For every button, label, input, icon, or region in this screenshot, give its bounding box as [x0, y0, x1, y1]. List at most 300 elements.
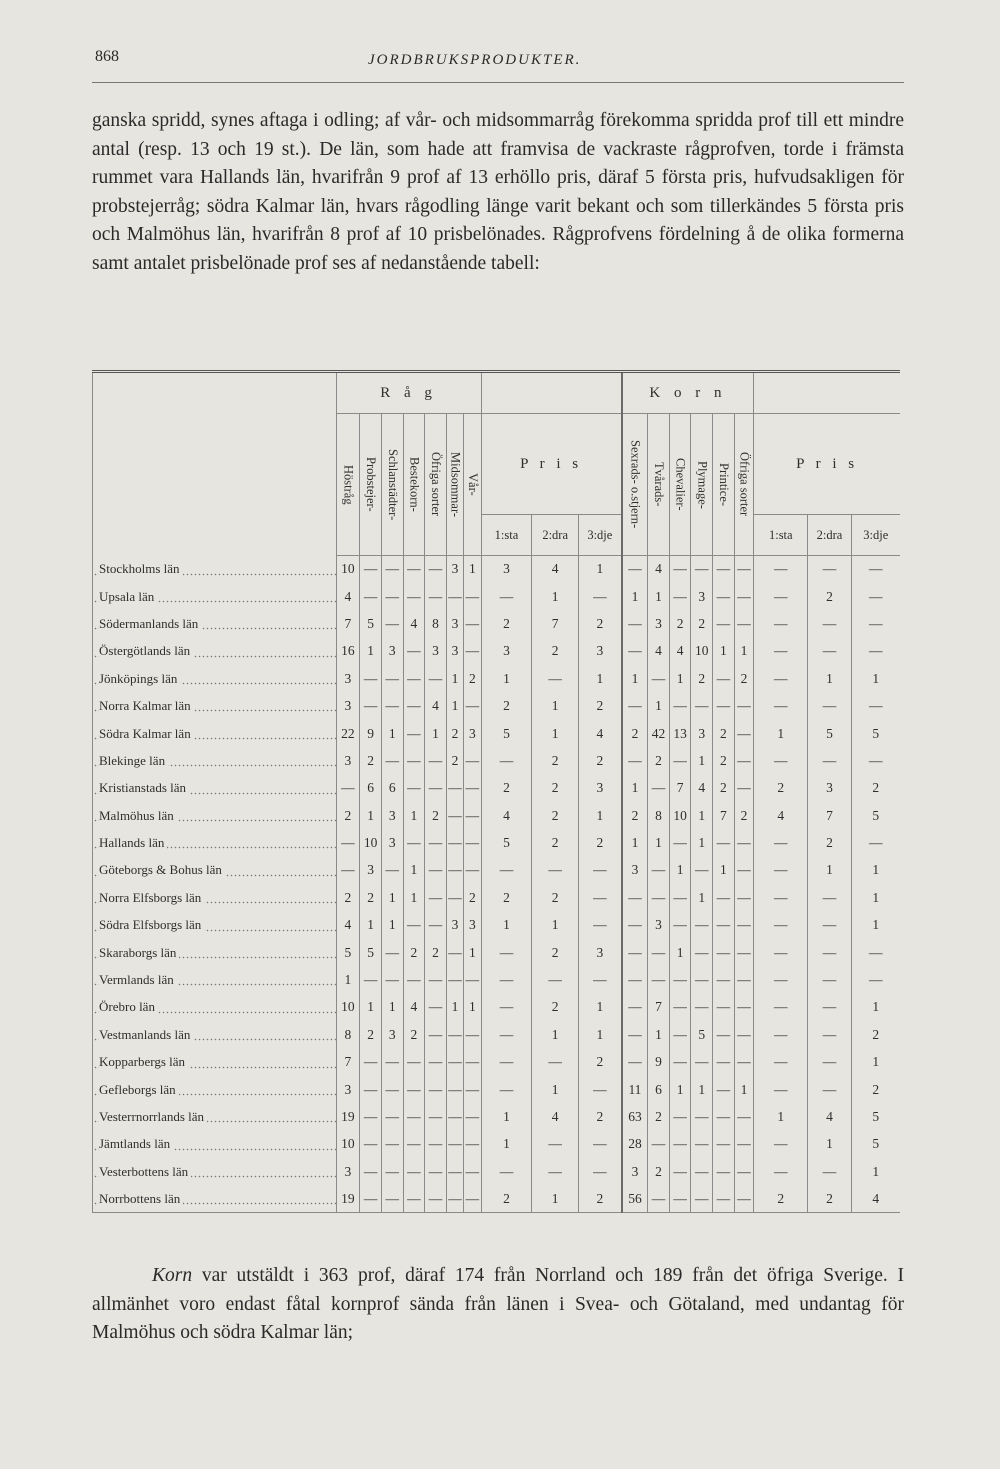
korn-value: — — [648, 939, 670, 966]
korn-prize-value: — — [851, 583, 900, 610]
korn-value: — — [622, 994, 648, 1021]
rag-prize-value: 1 — [532, 583, 579, 610]
korn-value: — — [713, 829, 735, 856]
county-name-text: Vesterbottens län — [99, 1164, 191, 1179]
rag-value: — — [464, 1103, 481, 1130]
korn-value: 10 — [669, 802, 691, 829]
rag-value: — — [425, 1076, 447, 1103]
korn-value: — — [648, 884, 670, 911]
county-name-text: Södermanlands län — [99, 616, 201, 631]
rag-value: — — [425, 583, 447, 610]
rag-value: — — [403, 747, 425, 774]
rag-value: — — [403, 1103, 425, 1130]
korn-value: — — [691, 939, 713, 966]
rag-value: — — [425, 1131, 447, 1158]
korn-prize-value: — — [808, 912, 851, 939]
rag-prize-value: 2 — [481, 1185, 532, 1212]
pris-subheader-3: 3:dje — [851, 515, 900, 556]
rag-prize-value: — — [481, 583, 532, 610]
rye-barley-table — [92, 370, 900, 1213]
county-name-text: Norrbottens län — [99, 1191, 183, 1206]
rag-prize-value: — — [481, 1158, 532, 1185]
county-name — [93, 1158, 337, 1185]
rag-prize-value: 4 — [578, 720, 621, 747]
rag-prize-value: 1 — [578, 1021, 621, 1048]
korn-value: 1 — [648, 692, 670, 719]
rag-value: — — [360, 1158, 382, 1185]
rag-value: — — [360, 583, 382, 610]
rag-value: 4 — [336, 912, 360, 939]
korn-value: — — [734, 912, 753, 939]
korn-value: — — [691, 1049, 713, 1076]
korn-prize-value: — — [808, 638, 851, 665]
korn-prize-value: — — [754, 692, 808, 719]
korn-value: — — [691, 1185, 713, 1212]
rag-value: — — [360, 1076, 382, 1103]
county-name-text: Södra Kalmar län — [99, 726, 194, 741]
rag-value: — — [360, 1103, 382, 1130]
rag-value: 4 — [403, 994, 425, 1021]
korn-value: — — [691, 1131, 713, 1158]
korn-value: — — [713, 912, 735, 939]
korn-value: 1 — [691, 884, 713, 911]
korn-value: — — [622, 692, 648, 719]
korn-value: 1 — [622, 665, 648, 692]
korn-prize-value: 2 — [808, 1185, 851, 1212]
korn-prize-value: — — [851, 556, 900, 583]
rag-prize-value: 2 — [578, 747, 621, 774]
korn-value: 56 — [622, 1185, 648, 1212]
korn-prize-value: — — [808, 1049, 851, 1076]
korn-value: 2 — [734, 802, 753, 829]
korn-value: 10 — [691, 638, 713, 665]
rag-value: — — [464, 747, 481, 774]
column-header — [360, 414, 382, 556]
county-name — [93, 1103, 337, 1130]
korn-prize-value: — — [808, 884, 851, 911]
korn-value: — — [734, 720, 753, 747]
rag-prize-value: 3 — [578, 775, 621, 802]
korn-prize-value: — — [851, 829, 900, 856]
rag-value: — — [464, 966, 481, 993]
rag-value: 1 — [403, 884, 425, 911]
rag-prize-value: 1 — [532, 720, 579, 747]
rag-prize-value: 1 — [578, 994, 621, 1021]
korn-prize-value: — — [754, 583, 808, 610]
rag-value: — — [336, 857, 360, 884]
rag-prize-value: — — [578, 884, 621, 911]
rag-value: — — [446, 1049, 463, 1076]
korn-value: — — [691, 966, 713, 993]
korn-value: 7 — [648, 994, 670, 1021]
korn-value: — — [713, 1049, 735, 1076]
rag-prize-value: 5 — [481, 829, 532, 856]
county-name — [93, 1076, 337, 1103]
table-row — [93, 857, 901, 884]
rag-value: 1 — [381, 884, 403, 911]
rag-value: 8 — [425, 610, 447, 637]
rag-prize-value: 2 — [481, 775, 532, 802]
korn-value: — — [734, 1158, 753, 1185]
korn-value: 4 — [648, 556, 670, 583]
korn-value: — — [622, 1021, 648, 1048]
rag-value: — — [403, 1158, 425, 1185]
korn-prize-value: — — [754, 912, 808, 939]
column-header — [669, 414, 691, 556]
rag-value: 3 — [336, 1076, 360, 1103]
outro-rest: var utstäldt i 363 prof, däraf 174 från Norrland och 189 från det öfriga Sverige. I allmänhet voro endast fåtal kornprof sända från länen i Svea- och Götaland, med undantag för Malmöhus och södra Kalmar län; — [92, 1265, 905, 1344]
rag-value: 3 — [446, 556, 463, 583]
korn-value: 2 — [669, 610, 691, 637]
rag-value: — — [425, 1185, 447, 1212]
korn-value: — — [669, 1131, 691, 1158]
rag-value: 5 — [360, 939, 382, 966]
pris-subheader-2: 2:dra — [808, 515, 851, 556]
rag-prize-value: — — [532, 966, 579, 993]
korn-value: — — [622, 610, 648, 637]
county-name-text: Södra Elfsborgs län — [99, 917, 204, 932]
column-header — [734, 414, 753, 556]
group-gap-rag — [481, 372, 622, 414]
korn-prize-value: 1 — [851, 994, 900, 1021]
rag-prize-value: 1 — [532, 692, 579, 719]
rag-value: — — [446, 1185, 463, 1212]
rag-value: 6 — [381, 775, 403, 802]
korn-value: 7 — [669, 775, 691, 802]
korn-value: 7 — [713, 802, 735, 829]
rag-value: 4 — [425, 692, 447, 719]
korn-prize-value: 1 — [754, 720, 808, 747]
rag-prize-value: 4 — [532, 556, 579, 583]
korn-prize-value: 5 — [808, 720, 851, 747]
rag-prize-value: 2 — [578, 692, 621, 719]
korn-value: — — [669, 1185, 691, 1212]
korn-value: — — [622, 884, 648, 911]
korn-value: — — [713, 1131, 735, 1158]
rag-prize-value: — — [578, 583, 621, 610]
group-gap-korn — [754, 372, 900, 414]
korn-prize-value: 1 — [851, 665, 900, 692]
rag-value: — — [446, 1103, 463, 1130]
korn-value: 3 — [648, 610, 670, 637]
korn-value: — — [622, 638, 648, 665]
rag-prize-value: 1 — [532, 1076, 579, 1103]
rag-value: — — [360, 665, 382, 692]
county-name — [93, 1049, 337, 1076]
korn-value: 1 — [669, 939, 691, 966]
county-name — [93, 638, 337, 665]
table-row — [93, 802, 901, 829]
table-row — [93, 994, 901, 1021]
korn-value: — — [734, 1131, 753, 1158]
rag-value: 10 — [336, 556, 360, 583]
rag-prize-value: — — [481, 939, 532, 966]
rag-value: — — [336, 829, 360, 856]
rag-value: — — [464, 1076, 481, 1103]
rag-value: — — [403, 638, 425, 665]
korn-prize-value: 4 — [808, 1103, 851, 1130]
rag-value: — — [360, 966, 382, 993]
korn-prize-value: — — [851, 638, 900, 665]
korn-value: — — [669, 747, 691, 774]
rag-value: 3 — [464, 720, 481, 747]
rag-value: — — [464, 802, 481, 829]
rag-prize-value: 1 — [481, 1103, 532, 1130]
rag-prize-value: 1 — [481, 912, 532, 939]
county-name — [93, 775, 337, 802]
korn-value: — — [713, 665, 735, 692]
rag-value: — — [381, 1131, 403, 1158]
rag-value: — — [425, 966, 447, 993]
table-row — [93, 939, 901, 966]
korn-value: — — [713, 692, 735, 719]
rag-prize-value: 4 — [532, 1103, 579, 1130]
rag-value: — — [360, 1131, 382, 1158]
header-blank-cell — [93, 372, 337, 556]
korn-value: 1 — [691, 829, 713, 856]
table-row — [93, 884, 901, 911]
county-name — [93, 583, 337, 610]
rag-prize-value: — — [532, 1158, 579, 1185]
korn-prize-value: — — [754, 556, 808, 583]
group-header-korn: K o r n — [622, 372, 754, 414]
column-header-label: Öfriga sorter — [737, 452, 752, 517]
korn-value: — — [669, 1103, 691, 1130]
rag-value: — — [381, 556, 403, 583]
rag-value: — — [403, 720, 425, 747]
korn-value: — — [691, 1103, 713, 1130]
rag-value: — — [425, 747, 447, 774]
korn-value: 4 — [691, 775, 713, 802]
korn-value: 1 — [648, 1021, 670, 1048]
rag-value: 3 — [381, 802, 403, 829]
korn-prize-value: — — [851, 692, 900, 719]
rag-value: 2 — [446, 720, 463, 747]
korn-value: 2 — [622, 802, 648, 829]
korn-value: 1 — [648, 583, 670, 610]
rag-prize-value: 2 — [532, 884, 579, 911]
rag-prize-value: — — [532, 1131, 579, 1158]
korn-value: — — [734, 556, 753, 583]
rag-value: 3 — [381, 638, 403, 665]
korn-value: 1 — [734, 638, 753, 665]
rag-value: — — [446, 1076, 463, 1103]
rag-value: — — [381, 857, 403, 884]
korn-value: 2 — [648, 1158, 670, 1185]
korn-value: — — [648, 665, 670, 692]
korn-value: — — [734, 1103, 753, 1130]
korn-value: — — [622, 556, 648, 583]
korn-value: — — [622, 912, 648, 939]
rag-prize-value: 7 — [532, 610, 579, 637]
korn-prize-value: — — [754, 857, 808, 884]
county-name-text: Vestmanlands län — [99, 1027, 193, 1042]
table-row — [93, 610, 901, 637]
korn-value: — — [734, 692, 753, 719]
korn-prize-value: 7 — [808, 802, 851, 829]
korn-value: 42 — [648, 720, 670, 747]
rag-value: 1 — [381, 720, 403, 747]
rag-value: 3 — [381, 829, 403, 856]
rag-value: — — [425, 912, 447, 939]
column-header-label: Tvårads- — [651, 462, 666, 507]
county-name — [93, 966, 337, 993]
korn-value: 1 — [622, 775, 648, 802]
rag-value: 16 — [336, 638, 360, 665]
table-row — [93, 966, 901, 993]
korn-value: 4 — [669, 638, 691, 665]
table-row — [93, 692, 901, 719]
rag-prize-value: 1 — [532, 912, 579, 939]
rag-value: — — [381, 1076, 403, 1103]
rag-prize-value: 2 — [578, 1103, 621, 1130]
rag-value: 3 — [336, 665, 360, 692]
rag-value: 1 — [381, 912, 403, 939]
korn-value: 1 — [669, 857, 691, 884]
korn-value: — — [734, 1185, 753, 1212]
column-header — [464, 414, 481, 556]
rag-value: — — [381, 747, 403, 774]
rag-value: 2 — [360, 1021, 382, 1048]
rag-value: — — [446, 884, 463, 911]
rag-value: — — [425, 556, 447, 583]
group-header-rag: R å g — [336, 372, 481, 414]
county-name-text: Norra Kalmar län — [99, 698, 194, 713]
column-header — [425, 414, 447, 556]
korn-value: — — [734, 775, 753, 802]
rag-value: — — [403, 775, 425, 802]
rag-value: 1 — [446, 665, 463, 692]
korn-value: — — [669, 1158, 691, 1185]
korn-prize-value: — — [754, 1131, 808, 1158]
table-row — [93, 747, 901, 774]
rag-prize-value: — — [578, 1131, 621, 1158]
korn-value: 1 — [734, 1076, 753, 1103]
table-body — [93, 556, 901, 1213]
rag-value: — — [381, 583, 403, 610]
rag-value: 1 — [360, 802, 382, 829]
rag-prize-value: 2 — [481, 610, 532, 637]
korn-prize-value: 1 — [851, 884, 900, 911]
korn-value: — — [713, 1185, 735, 1212]
korn-value: 5 — [691, 1021, 713, 1048]
table-row — [93, 912, 901, 939]
rag-value: — — [425, 1049, 447, 1076]
rag-value: 2 — [403, 1021, 425, 1048]
rag-value: 1 — [464, 939, 481, 966]
rag-value: — — [403, 829, 425, 856]
rag-value: — — [403, 1076, 425, 1103]
rag-prize-value: — — [578, 912, 621, 939]
rag-value: 3 — [446, 610, 463, 637]
rag-value: 7 — [336, 1049, 360, 1076]
county-name — [93, 1021, 337, 1048]
korn-value: 28 — [622, 1131, 648, 1158]
rag-prize-value: 2 — [532, 939, 579, 966]
korn-prize-value: — — [808, 610, 851, 637]
rag-value: 3 — [381, 1021, 403, 1048]
column-header — [336, 414, 360, 556]
korn-value: 3 — [622, 1158, 648, 1185]
korn-value: — — [713, 1103, 735, 1130]
table-row — [93, 720, 901, 747]
county-name-text: Kopparbergs län — [99, 1054, 188, 1069]
page-number: 868 — [95, 48, 119, 65]
table-row — [93, 1049, 901, 1076]
rag-prize-value: — — [481, 857, 532, 884]
korn-prize-value: — — [808, 692, 851, 719]
rag-prize-value: 1 — [532, 1185, 579, 1212]
table-row — [93, 1076, 901, 1103]
rag-value: — — [425, 829, 447, 856]
rag-value: — — [381, 692, 403, 719]
korn-prize-value: 4 — [754, 802, 808, 829]
county-name-text: Hallands län — [99, 835, 167, 850]
korn-value: — — [669, 1021, 691, 1048]
county-name — [93, 829, 337, 856]
korn-value: 11 — [622, 1076, 648, 1103]
korn-value: — — [713, 994, 735, 1021]
column-header-label: Bestekorn- — [407, 457, 422, 512]
pris-header-korn: P r i s — [754, 414, 900, 515]
rag-value: — — [381, 1158, 403, 1185]
rag-prize-value: — — [481, 1049, 532, 1076]
korn-value: — — [734, 966, 753, 993]
rag-prize-value: — — [481, 1021, 532, 1048]
rag-value: — — [403, 692, 425, 719]
rag-value: 3 — [336, 747, 360, 774]
rag-value: — — [425, 665, 447, 692]
rag-value: 1 — [381, 994, 403, 1021]
korn-prize-value: — — [754, 939, 808, 966]
table-head — [93, 372, 901, 556]
korn-value: 2 — [691, 665, 713, 692]
korn-value: 3 — [648, 912, 670, 939]
county-name-text: Blekinge län — [99, 753, 168, 768]
column-header — [691, 414, 713, 556]
rag-value: — — [446, 1158, 463, 1185]
korn-prize-value: 1 — [808, 857, 851, 884]
korn-prize-value: 2 — [851, 1021, 900, 1048]
table-row — [93, 1185, 901, 1212]
rag-value: — — [446, 802, 463, 829]
korn-prize-value: 5 — [851, 1103, 900, 1130]
table-row — [93, 1103, 901, 1130]
county-name-text: Kristianstads län — [99, 780, 189, 795]
county-name — [93, 692, 337, 719]
rag-value: — — [403, 1049, 425, 1076]
rag-value: — — [403, 665, 425, 692]
rag-value: — — [446, 829, 463, 856]
county-name — [93, 665, 337, 692]
korn-value: 2 — [648, 1103, 670, 1130]
rag-value: — — [403, 556, 425, 583]
rag-value: — — [360, 1049, 382, 1076]
county-name — [93, 884, 337, 911]
county-name — [93, 912, 337, 939]
rag-prize-value: 3 — [481, 556, 532, 583]
county-name-text: Skaraborgs län — [99, 945, 179, 960]
rag-value: — — [446, 775, 463, 802]
rag-value: 2 — [464, 884, 481, 911]
korn-prize-value: — — [754, 1158, 808, 1185]
korn-value: — — [691, 556, 713, 583]
rag-value: 7 — [336, 610, 360, 637]
rag-value: — — [446, 583, 463, 610]
rag-value: 19 — [336, 1185, 360, 1212]
korn-value: 1 — [691, 802, 713, 829]
table-row — [93, 583, 901, 610]
